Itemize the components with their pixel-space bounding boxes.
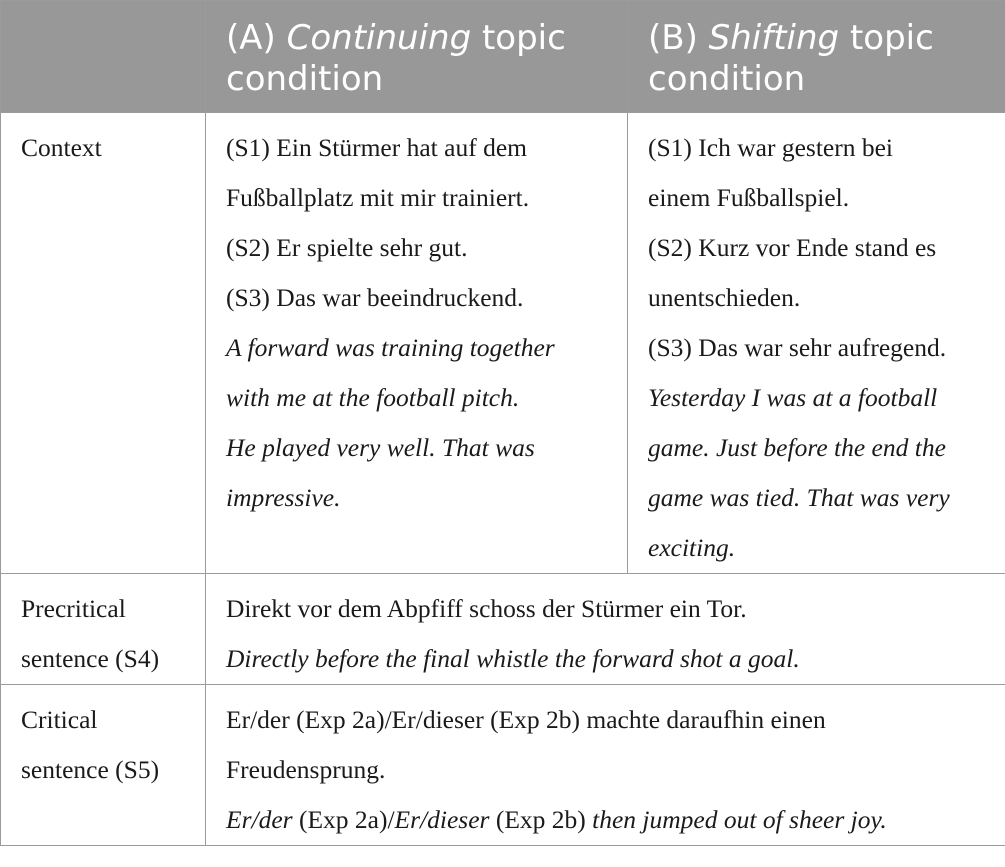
header-shifting-topic	[628, 1, 1005, 113]
header-a-italic: Continuing	[286, 18, 472, 58]
context-a-german-line: (S2) Er spielte sehr gut.	[226, 233, 468, 262]
critical-label-line: Critical	[21, 705, 98, 734]
precritical-german: Direkt vor dem Abpfiff schoss der Stürmer ein Tor.	[226, 594, 747, 623]
header-b-suffix: topic	[839, 18, 934, 58]
context-a-german-line: (S3) Das war beeindruckend.	[226, 283, 524, 312]
precritical-english: Directly before the final whistle the forward shot a goal.	[226, 644, 800, 673]
header-corner-cell	[1, 1, 206, 113]
context-label: Context	[21, 133, 102, 162]
header-row	[1, 1, 1005, 113]
critical-english-exp-a: (Exp 2a)/	[292, 805, 395, 834]
critical-english-pronoun-a: Er/der	[226, 805, 293, 834]
context-b-english-line: game. Just before the end the	[648, 433, 946, 462]
context-a-english-line: A forward was training together	[226, 333, 555, 362]
context-continuing-cell	[206, 113, 628, 574]
header-b-line2: condition	[648, 59, 806, 99]
context-b-german-line: einem Fußballspiel.	[648, 183, 850, 212]
header-b-prefix: (B)	[648, 18, 709, 58]
header-a-line2: condition	[226, 59, 384, 99]
header-a-prefix: (A)	[226, 18, 287, 58]
context-a-german-line: Fußballplatz mit mir trainiert.	[226, 183, 530, 212]
critical-row	[1, 685, 1005, 846]
critical-english-exp-b: (Exp 2b)	[489, 805, 593, 834]
context-b-german-line: (S3) Das war sehr aufregend.	[648, 333, 947, 362]
precritical-sentence-cell	[206, 574, 1005, 685]
context-a-german-line: (S1) Ein Stürmer hat auf dem	[226, 133, 527, 162]
context-b-german-line: (S1) Ich war gestern bei	[648, 133, 893, 162]
critical-english-rest: then jumped out of sheer joy.	[592, 805, 887, 834]
precritical-label-line: sentence (S4)	[21, 644, 160, 673]
context-b-german-line: unentschieden.	[648, 283, 801, 312]
context-a-english-line: with me at the football pitch.	[226, 383, 520, 412]
header-b-italic: Shifting	[708, 18, 840, 58]
critical-sentence-cell	[206, 685, 1005, 846]
critical-english-line	[226, 795, 985, 845]
precritical-row	[1, 574, 1005, 685]
precritical-label-line: Precritical	[21, 594, 126, 623]
critical-label-cell	[1, 685, 206, 846]
context-row	[1, 113, 1005, 574]
critical-english-pronoun-b: Er/dieser	[394, 805, 490, 834]
critical-german-line: Er/der (Exp 2a)/Er/dieser (Exp 2b) machte daraufhin einen	[226, 705, 826, 734]
context-b-english-line: Yesterday I was at a football	[648, 383, 938, 412]
context-b-english-line: game was tied. That was very	[648, 483, 950, 512]
precritical-label-cell	[1, 574, 206, 685]
context-a-english-line: He played very well. That was	[226, 433, 535, 462]
header-a-suffix: topic	[471, 18, 566, 58]
context-b-german-line: (S2) Kurz vor Ende stand es	[648, 233, 937, 262]
critical-label-line: sentence (S5)	[21, 755, 160, 784]
critical-german-line: Freudensprung.	[226, 755, 386, 784]
header-continuing-topic	[206, 1, 628, 113]
context-shifting-cell	[628, 113, 1005, 574]
context-b-english-line: exciting.	[648, 533, 736, 562]
context-a-english-line: impressive.	[226, 483, 341, 512]
context-label-cell	[1, 113, 206, 574]
